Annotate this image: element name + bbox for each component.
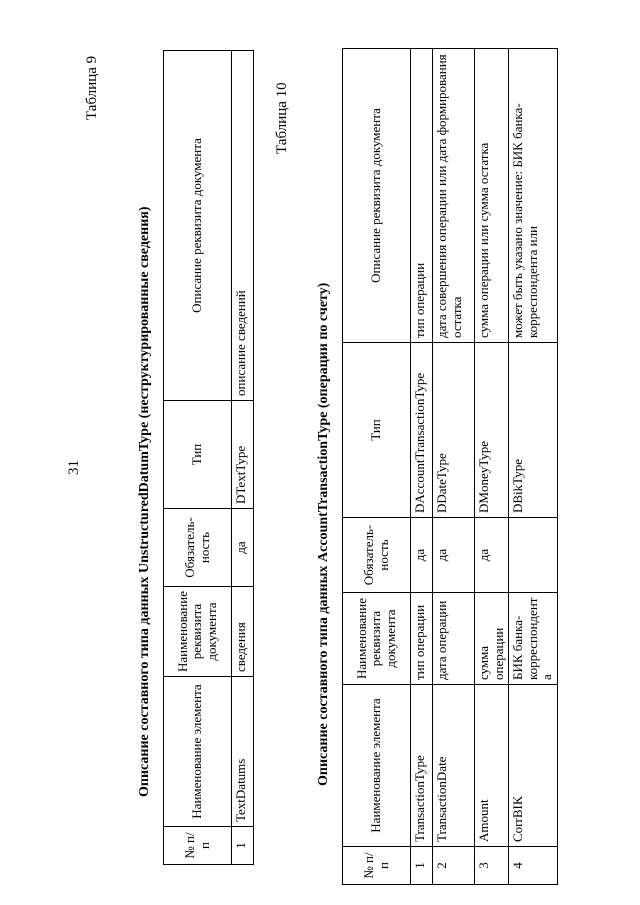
- description-cell: может быть указано значение: БИК банка-корреспондента или: [509, 49, 558, 343]
- column-header: Обязатель-ность: [343, 518, 411, 593]
- attribute-name-cell: сумма операции: [475, 593, 509, 685]
- column-header: Тип: [343, 343, 411, 518]
- attribute-name-cell: тип операции: [411, 593, 433, 685]
- table-row: [475, 49, 509, 885]
- required-cell: да: [475, 518, 509, 593]
- attribute-name-cell: сведения: [232, 587, 254, 677]
- column-header: Обязатель-ность: [164, 509, 232, 587]
- attribute-name-cell: БИК банка-корреспондента: [509, 593, 558, 685]
- row-number-cell: 3: [475, 847, 509, 885]
- element-name-cell: TextDatums: [232, 677, 254, 827]
- row-number-cell: 4: [509, 847, 558, 885]
- description-cell: сумма операции или сумма остатка: [475, 49, 509, 343]
- table-10-header-row: [343, 49, 411, 885]
- required-cell: да: [411, 518, 433, 593]
- required-cell: [509, 518, 558, 593]
- column-header: № п/п: [343, 847, 411, 885]
- element-name-cell: CorrBIK: [509, 685, 558, 847]
- table-10-caption: Описание составного типа данных AccountTransactionType (операции по счету): [316, 282, 331, 786]
- table-10: [342, 48, 558, 885]
- table-10-label: Таблица 10: [274, 82, 290, 154]
- description-cell: дата совершения операции или дата формирования остатка: [433, 49, 475, 343]
- table-row: [232, 51, 254, 865]
- row-number-cell: 1: [232, 827, 254, 865]
- element-name-cell: TransactionType: [411, 685, 433, 847]
- column-header: Описание реквизита документа: [343, 49, 411, 343]
- table-9-caption: Описание составного типа данных UnstructuredDatumType (неструктурированные сведения): [137, 206, 152, 797]
- column-header: Наименование реквизита документа: [164, 587, 232, 677]
- row-number-cell: 1: [411, 847, 433, 885]
- attribute-name-cell: дата операции: [433, 593, 475, 685]
- element-name-cell: Amount: [475, 685, 509, 847]
- column-header: Тип: [164, 401, 232, 509]
- row-number-cell: 2: [433, 847, 475, 885]
- column-header: № п/п: [164, 827, 232, 865]
- required-cell: да: [232, 509, 254, 587]
- page-number: 31: [66, 460, 82, 475]
- required-cell: да: [433, 518, 475, 593]
- table-row: [411, 49, 433, 885]
- type-cell: DTextType: [232, 401, 254, 509]
- column-header: Наименование элемента: [164, 677, 232, 827]
- description-cell: описание сведений: [232, 51, 254, 401]
- column-header: Описание реквизита документа: [164, 51, 232, 401]
- type-cell: DDateType: [433, 343, 475, 518]
- table-9: [163, 50, 254, 865]
- column-header: Наименование реквизита документа: [343, 593, 411, 685]
- table-9-header-row: [164, 51, 232, 865]
- type-cell: DMoneyType: [475, 343, 509, 518]
- table-row: [433, 49, 475, 885]
- table-9-label: Таблица 9: [84, 55, 100, 120]
- element-name-cell: TransactionDate: [433, 685, 475, 847]
- type-cell: DBikType: [509, 343, 558, 518]
- description-cell: тип операции: [411, 49, 433, 343]
- type-cell: DAccountTransactionType: [411, 343, 433, 518]
- column-header: Наименование элемента: [343, 685, 411, 847]
- table-row: [509, 49, 558, 885]
